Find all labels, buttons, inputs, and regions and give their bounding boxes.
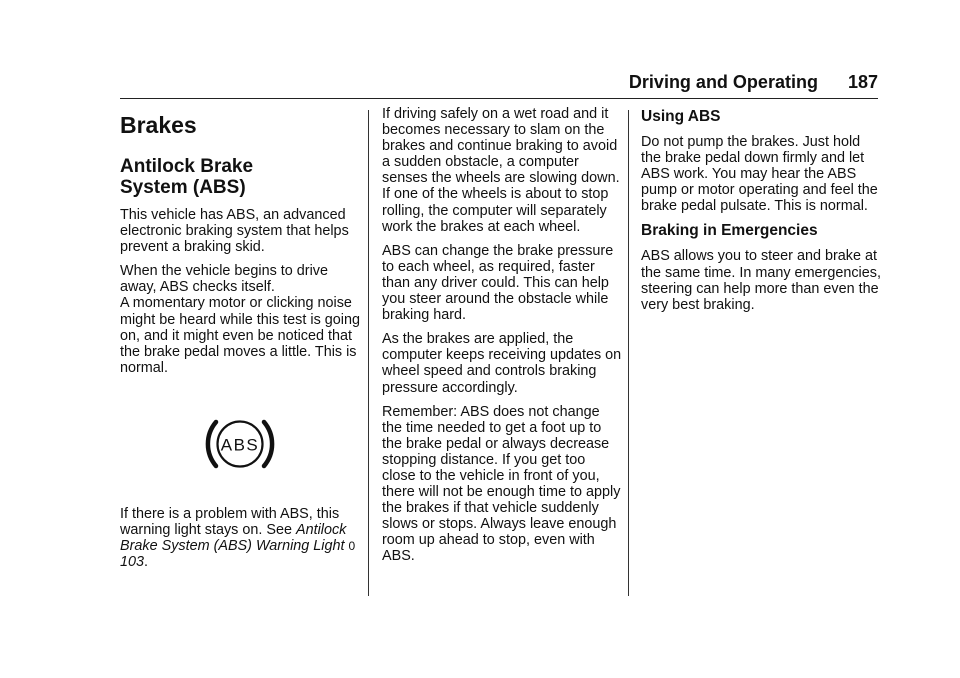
paragraph-brake-pressure: ABS can change the brake pressure to each wheel, as required, faster than any driver could. This can help you steer around the obstacle while braking hard. — [382, 242, 614, 324]
column-divider-2 — [628, 110, 629, 596]
column-3 — [641, 106, 881, 321]
abs-check-text: When the vehicle begins to drive away, ABS checks itself. — [120, 263, 328, 296]
paragraph-abs-warning — [120, 506, 360, 570]
abs-warning-symbol — [120, 384, 360, 504]
abs-warning-link[interactable]: Antilock Brake System (ABS) Warning Light — [120, 522, 347, 555]
page-header — [120, 72, 878, 98]
heading-braking-emergencies: Braking in Emergencies — [641, 222, 818, 240]
header-rule — [120, 98, 878, 99]
section-title: Brakes — [120, 112, 197, 138]
column-1 — [120, 106, 360, 578]
paragraph-abs-check — [120, 263, 360, 376]
abs-warning-icon — [202, 416, 278, 472]
subsection-title — [120, 156, 360, 198]
page-reference-icon: 0 — [348, 539, 356, 554]
page-number: 187 — [847, 72, 878, 92]
abs-check-noise-text: A momentary motor or clicking noise might be heard while this test is going on, and it might even be noticed that the brake pedal moves a little. This is normal. — [120, 295, 360, 376]
abs-warning-end: . — [144, 554, 149, 571]
subsection-title-line1: Antilock Brake — [120, 156, 254, 177]
paragraph-wet-road: If driving safely on a wet road and it becomes necessary to slam on the brakes and continue braking to avoid a sudden obstacle, a computer senses the wheels are slowing down. If one of the wheels is about to stop rolling, the computer will separately work the brakes at each wheel. — [382, 106, 620, 235]
abs-icon-label: ABS — [220, 435, 260, 455]
paragraph-using-abs: Do not pump the brakes. Just hold the brake pedal down firmly and let ABS work. You may hear the ABS pump or motor operating and feel the brake pedal pulsate. This is normal. — [641, 134, 878, 215]
paragraph-remember: Remember: ABS does not change the time needed to get a foot up to the brake pedal or always decrease stopping distance. If you get too close to the vehicle in front of you, there will not be enough time to apply the brakes if that vehicle suddenly slows or stops. Always leave enough room up ahead to stop, even with ABS. — [382, 403, 621, 565]
header-title: Driving and Operating — [628, 72, 818, 92]
column-2 — [382, 106, 622, 573]
abs-warning-page-ref[interactable]: 103 — [120, 554, 145, 571]
subsection-title-line2: System (ABS) — [120, 177, 246, 198]
paragraph-wheel-speed: As the brakes are applied, the computer keeps receiving updates on wheel speed and controls braking pressure accordingly. — [382, 331, 622, 396]
paragraph-braking-emergencies: ABS allows you to steer and brake at the same time. In many emergencies, steering can help more than even the very best braking. — [641, 248, 881, 313]
heading-using-abs: Using ABS — [641, 108, 721, 125]
paragraph-abs-intro: This vehicle has ABS, an advanced electronic braking system that helps prevent a braking skid. — [120, 207, 349, 256]
abs-warning-text: If there is a problem with ABS, this warning light stays on. See — [120, 505, 340, 539]
column-divider-1 — [368, 110, 369, 596]
